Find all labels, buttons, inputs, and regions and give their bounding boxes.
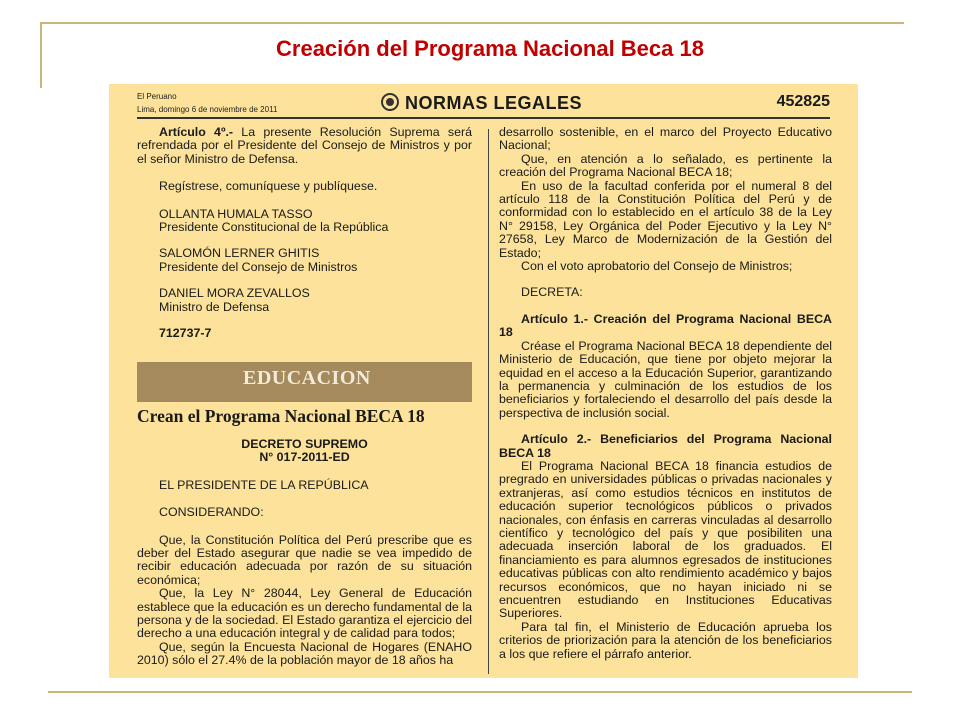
signatory-title: Presidente del Consejo de Ministros — [159, 259, 358, 274]
issue-date: Lima, domingo 6 de noviembre de 2011 — [137, 105, 278, 114]
header-rule — [137, 117, 830, 119]
considering-paragraph: Que, la Ley N° 28044, Ley General de Educación establece que la educación es un derecho fundamental de la persona y de la sociedad. El Estado garantiza el ejercicio del derecho a una educación integral y de calidad para todos; — [137, 586, 472, 641]
signatory-title: Ministro de Defensa — [159, 299, 270, 314]
section-band-label: EDUCACION — [243, 367, 371, 389]
signatory-name: OLLANTA HUMALA TASSO — [159, 206, 313, 221]
decree-title: Crean el Programa Nacional BECA 18 — [137, 406, 425, 426]
newspaper-name: El Peruano — [137, 92, 177, 101]
right-column — [499, 126, 832, 661]
newspaper-clipping — [109, 84, 858, 678]
publish-formula: Regístrese, comuníquese y publíquese. — [159, 179, 378, 194]
considering-label: CONSIDERANDO: — [159, 505, 264, 520]
slide-title: Creación del Programa Nacional Beca 18 — [276, 36, 704, 61]
body-paragraph: desarrollo sostenible, en el marco del Proyecto Educativo Nacional; — [499, 125, 832, 153]
considering-paragraph: Que, la Constitución Política del Perú prescribe que es deber del Estado asegurar que nadie se vea impedido de recibir educación adecuada por razón de su situación económica; — [137, 532, 472, 587]
signatory-name: DANIEL MORA ZEVALLOS — [159, 286, 310, 301]
article-4-heading: Artículo 4º.- — [159, 125, 234, 139]
coat-of-arms-icon — [381, 93, 399, 111]
article-1-heading: Artículo 1.- Creación del Programa Nacional BECA 18 — [499, 311, 832, 340]
top-rule — [40, 22, 904, 24]
section-name: NORMAS LEGALES — [405, 93, 583, 113]
article-2-text: El Programa Nacional BECA 18 financia estudios de pregrado en universidades públicas o privadas nacionales y extranjeras, así como estudios técnicos en institutos de educación superior tecnológicos públicos o privados nacionales, con énfasis en carreras vinculadas al desarrollo científico y tecnológico del país y que posibiliten una adecuada inserción laboral de los graduados. El financiamiento es para alumnos egresados de instituciones educativas públicas con alto rendimiento académico y bajos recursos económicos, que no hayan iniciado ni se encuentren estudiando en Instituciones Educativas Superiores. — [499, 458, 832, 621]
body-paragraph: Que, en atención a lo señalado, es pertinente la creación del Programa Nacional BECA 18; — [499, 151, 832, 180]
bottom-rule — [48, 691, 912, 693]
decree-number: N° 017-2011-ED — [259, 450, 350, 465]
article-1-text: Créase el Programa Nacional BECA 18 dependiente del Ministerio de Educación, que tiene por objeto mejorar la equidad en el acceso a la Educación Superior, garantizando la permanencia y culminación de los estudios de los beneficiarios y fortaleciendo el desarrollo del país desde la perspectiva de inclusión social. — [499, 338, 832, 420]
column-divider — [488, 129, 489, 674]
page-number: 452825 — [776, 93, 830, 110]
body-paragraph: Con el voto aprobatorio del Consejo de Ministros; — [521, 259, 793, 274]
decreta-label: DECRETA: — [521, 285, 583, 300]
decree-type: DECRETO SUPREMO — [241, 437, 368, 451]
article-4 — [137, 126, 472, 166]
decree-issuer: EL PRESIDENTE DE LA REPÚBLICA — [159, 477, 369, 492]
section-band — [137, 362, 472, 402]
article-2-final: Para tal fin, el Ministerio de Educación aprueba los criterios de priorización para la atención de los beneficiarios a los que refiere el párrafo anterior. — [499, 619, 832, 661]
article-2-heading: Artículo 2.- Beneficiarios del Programa Nacional BECA 18 — [499, 432, 832, 460]
signatory-name: SALOMÓN LERNER GHITIS — [159, 246, 320, 261]
signatory-title: Presidente Constitucional de la República — [159, 220, 389, 235]
reference-code: 712737-7 — [159, 326, 212, 341]
article-4-text: La presente Resolución Suprema será refrendada por el Presidente del Consejo de Ministros y por el señor Ministro de Defensa. — [137, 125, 472, 166]
section-header — [381, 93, 582, 111]
left-column-top — [137, 126, 472, 340]
left-column-decree — [137, 438, 472, 668]
body-paragraph: En uso de la facultad conferida por el numeral 8 del artículo 118 de la Constitución Política del Perú y de conformidad con lo establecido en el artículo 38 de la Ley N° 29158, Ley Orgánica del Poder Ejecutivo y la Ley N° 27658, Ley Marco de Modernización de la Gestión del Estado; — [499, 178, 832, 260]
considering-paragraph: Que, según la Encuesta Nacional de Hogares (ENAHO 2010) sólo el 27.4% de la población mayor de 18 años ha — [137, 639, 472, 668]
